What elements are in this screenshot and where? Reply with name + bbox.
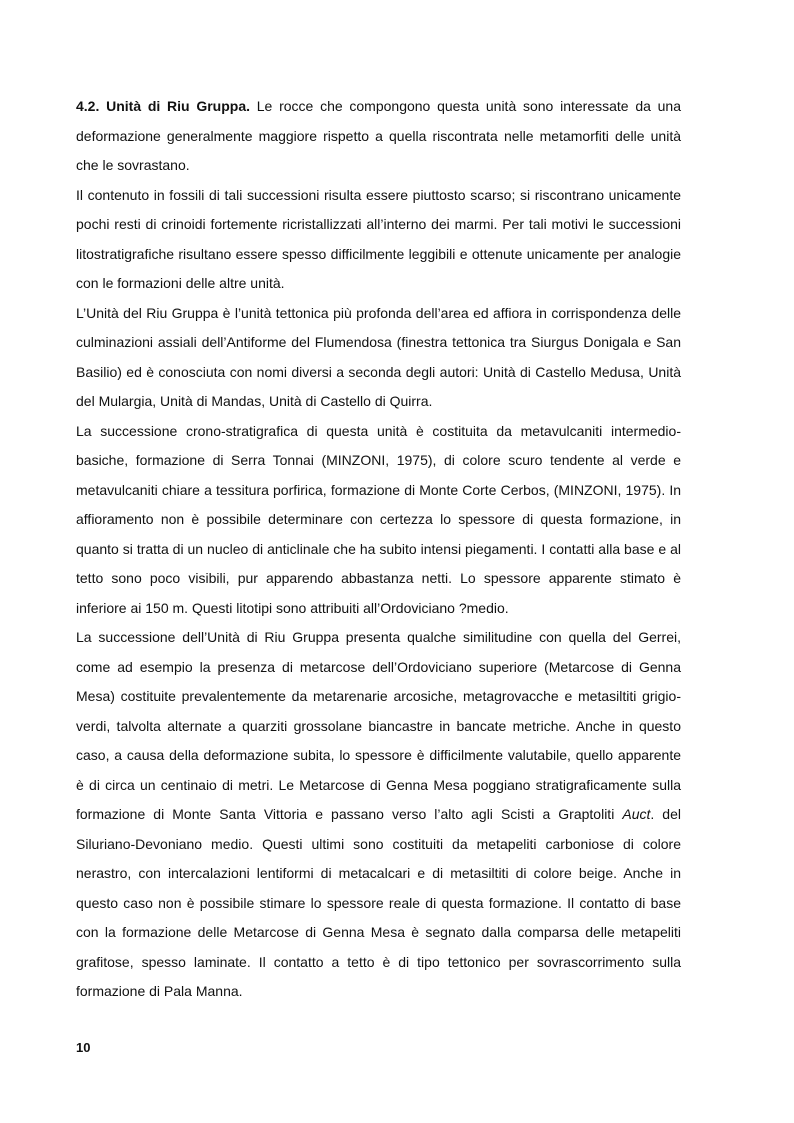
section-heading: 4.2. Unità di Riu Gruppa. xyxy=(76,98,251,114)
paragraph-intro xyxy=(76,92,681,181)
paragraph-stratigraphy: La successione crono-stratigrafica di questa unità è costituita da metavulcaniti intermedio-basiche, formazione di Serra Tonnai (MINZONI, 1975), di colore scuro tendente al verde e metavulcaniti chiare a tessitura porfirica, formazione di Monte Corte Cerbos, (MINZONI, 1975). In affioramento non è possibile determinare con certezza lo spessore di questa formazione, in quanto si tratta di un nucleo di anticlinale che ha subito intensi piegamenti. I contatti alla base e al tetto sono poco visibili, pur apparendo abbastanza netti. Lo spessore apparente stimato è inferiore ai 150 m. Questi litotipi sono attribuiti all’Ordoviciano ?medio. xyxy=(76,422,681,616)
paragraph-metarcose xyxy=(76,623,681,1007)
document-body xyxy=(76,92,681,1007)
paragraph-metarcose-text-b: . del Siluriano-Devoniano medio. Questi ultimi sono costituiti da metapeliti carboniose di colore nerastro, con intercalazioni lentiformi di metacalcari e di metasiltiti di colore beige. Anche in questo caso non è possibile stimare lo spessore reale di questa formazione. Il contatto di base con la formazione delle Metarcose di Genna Mesa è segnato dalla comparsa delle metapeliti grafitose, spesso laminate. Il contatto a tetto è di tipo tettonico per sovrascorrimento sulla formazione di Pala Manna. xyxy=(76,806,681,999)
paragraph-fossils: Il contenuto in fossili di tali successioni risulta essere piuttosto scarso; si riscontrano unicamente pochi resti di crinoidi fortemente ricristallizzati all’interno dei marmi. Per tali motivi le successioni litostratigrafiche risultano essere spesso difficilmente leggibili e ottenute unicamente per analogie con le formazioni delle altre unità. xyxy=(76,186,681,291)
paragraph-metarcose-text-a: La successione dell’Unità di Riu Gruppa presenta qualche similitudine con quella del Gerrei, come ad esempio la presenza di metarcose dell’Ordoviciano superiore (Metarcose di Genna Mesa) costituite prevalentemente da metarenarie arcosiche, metagrovacche e metasiltiti grigio-verdi, talvolta alternate a quarziti grossolane biancastre in bancate metriche. Anche in questo caso, a causa della deformazione subita, lo spessore è difficilmente valutabile, quello apparente è di circa un centinaio di metri. Le Metarcose di Genna Mesa poggiano stratigraficamente sulla formazione di Monte Santa Vittoria e passano verso l’alto agli Scisti a Graptoliti xyxy=(76,629,681,822)
page-number: 10 xyxy=(76,1040,91,1055)
paragraph-intro-text: Le rocce che compongono questa unità sono interessate da una deformazione generalmente maggiore rispetto a quella riscontrata nelle metamorfiti delle unità che le sovrastano. xyxy=(76,98,681,173)
auct-italic: Auct xyxy=(622,806,651,822)
paragraph-unit-location: L’Unità del Riu Gruppa è l’unità tettonica più profonda dell’area ed affiora in corrispondenza delle culminazioni assiali dell’Antiforme del Flumendosa (finestra tettonica tra Siurgus Donigala e San Basilio) ed è conosciuta con nomi diversi a seconda degli autori: Unità di Castello Medusa, Unità del Mulargia, Unità di Mandas, Unità di Castello di Quirra. xyxy=(76,304,681,409)
